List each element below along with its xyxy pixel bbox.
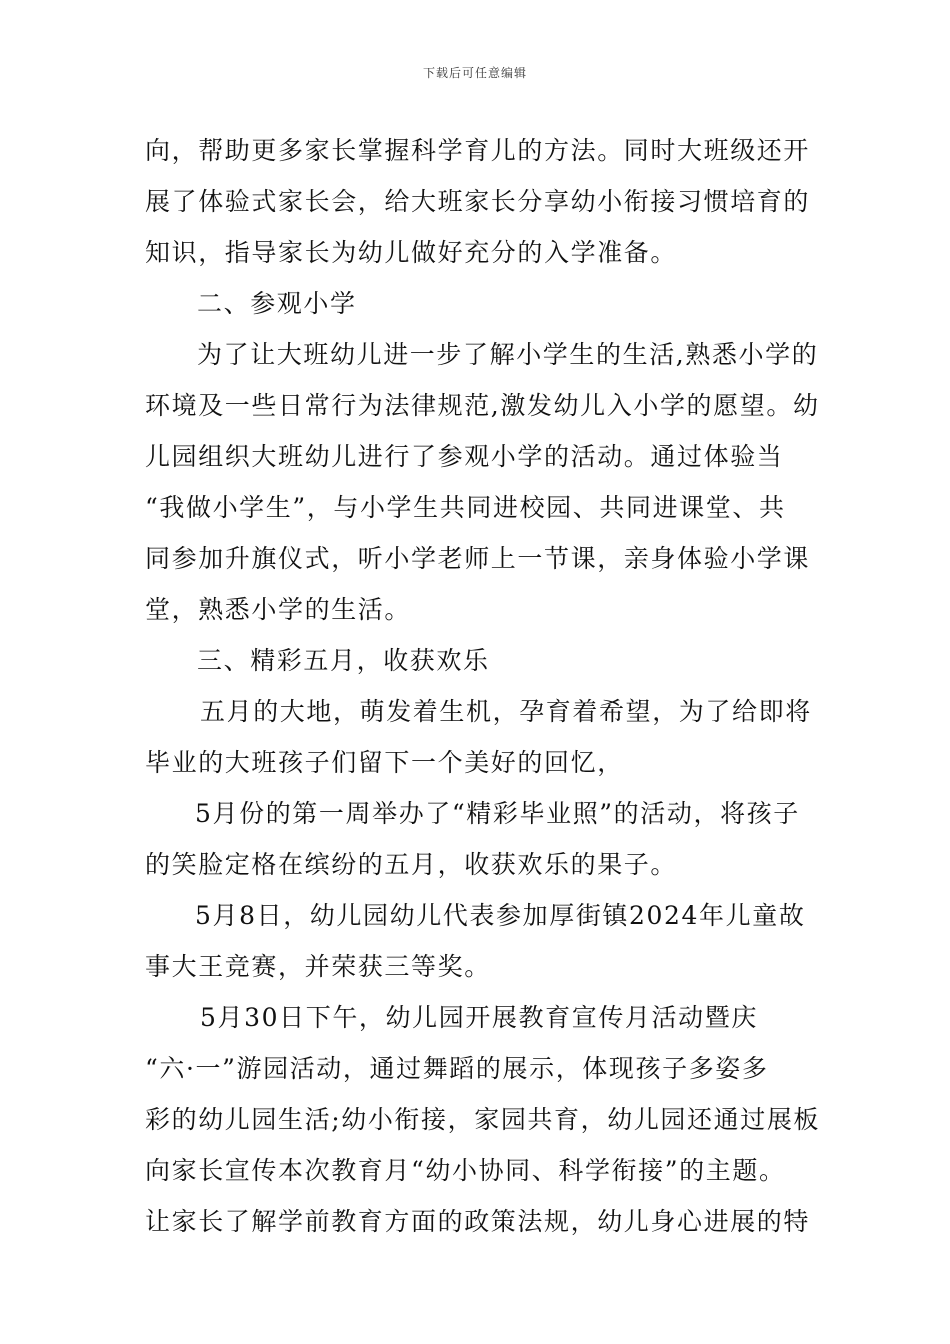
body-line: 彩的幼儿园生活;幼小衔接，家园共育，幼儿园还通过展板: [145, 1105, 821, 1134]
body-line: 知识，指导家长为幼儿做好充分的入学准备。: [145, 238, 678, 267]
body-line: 5月30日下午，幼儿园开展教育宣传月活动暨庆: [200, 1003, 758, 1032]
body-line: 5月8日，幼儿园幼儿代表参加厚街镇2024年儿童故: [195, 901, 806, 930]
body-line: 让家长了解学前教育方面的政策法规，幼儿身心进展的特: [145, 1207, 811, 1236]
body-line: 展了体验式家长会，给大班家长分享幼小衔接习惯培育的: [145, 187, 811, 216]
body-line: 毕业的大班孩子们留下一个美好的回忆，: [145, 748, 624, 777]
section-heading: 二、参观小学: [197, 289, 357, 318]
document-body: [145, 125, 821, 1247]
body-line: “六·一”游园活动，通过舞蹈的展示，体现孩子多姿多: [145, 1054, 769, 1083]
body-line: 的笑脸定格在缤纷的五月，收获欢乐的果子。: [145, 850, 678, 879]
body-line: 5月份的第一周举办了“精彩毕业照”的活动，将孩子: [195, 799, 800, 828]
body-line: “我做小学生”，与小学生共同进校园、共同进课堂、共: [145, 493, 786, 522]
header-note: 下载后可任意编辑: [422, 66, 527, 80]
body-line: 堂，熟悉小学的生活。: [145, 595, 412, 624]
body-line: 为了让大班幼儿进一步了解小学生的生活,熟悉小学的: [197, 340, 819, 369]
body-line: 事大王竞赛，并荣获三等奖。: [145, 952, 491, 981]
body-line: 向，帮助更多家长掌握科学育儿的方法。同时大班级还开: [145, 136, 811, 165]
body-line: 向家长宣传本次教育月“幼小协同、科学衔接”的主题。: [145, 1156, 786, 1185]
body-line: 环境及一些日常行为法律规范,激发幼儿入小学的愿望。幼: [145, 391, 820, 420]
section-heading: 三、精彩五月，收获欢乐: [197, 646, 490, 675]
body-line: 儿园组织大班幼儿进行了参观小学的活动。通过体验当: [145, 442, 784, 471]
body-line: 五月的大地，萌发着生机，孕育着希望，为了给即将: [200, 697, 812, 726]
body-line: 同参加升旗仪式，听小学老师上一节课，亲身体验小学课: [145, 544, 811, 573]
